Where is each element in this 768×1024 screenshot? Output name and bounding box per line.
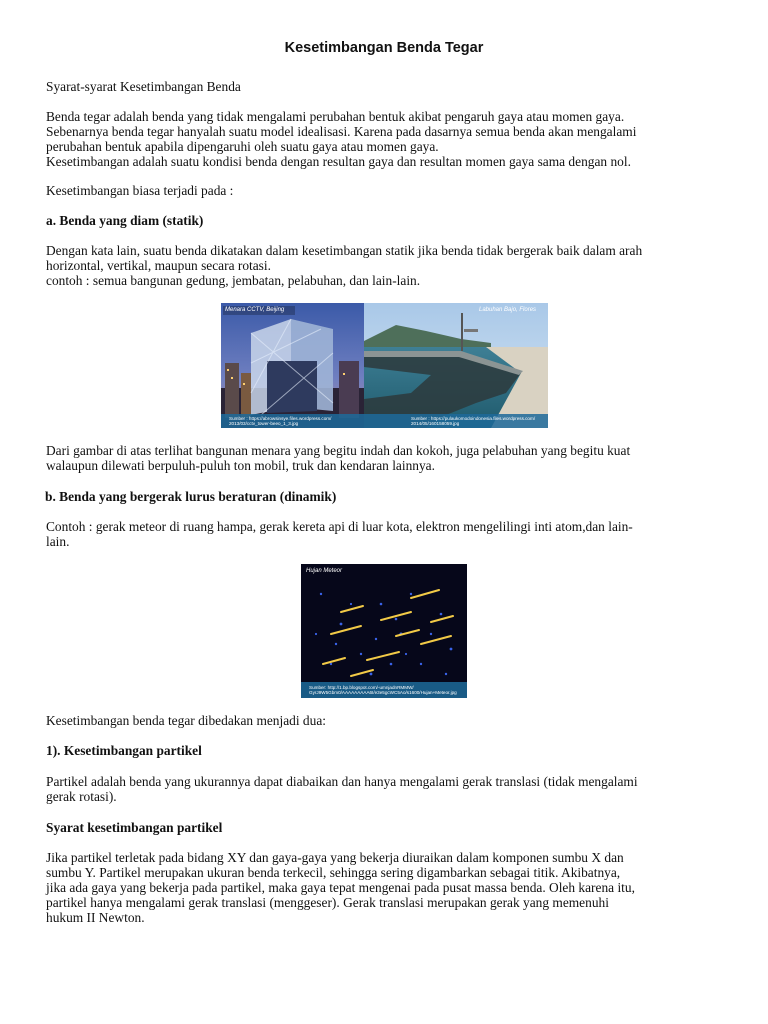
image-source-left: Sumber : https://abrowsinsye.files.wordpress.com/ 2013/03/cctv_tower-beeo_1_3.jpg [229,416,332,426]
condition-line: jika ada gaya yang bekerja pada partikel, maka gaya tepat mengenai pada pusat massa benda. Oleh karena itu, [46,880,635,895]
particle-heading: 1). Kesetimbangan partikel [46,743,202,758]
static-paragraph [46,243,726,288]
page-title: Kesetimbangan Benda Tegar [284,40,484,56]
static-line: horizontal, vertikal, maupun secara rotasi. [46,258,271,273]
condition-line: Jika partikel terletak pada bidang XY dan gaya-gaya yang bekerja diuraikan dalam komponen sumbu X dan [46,850,624,865]
after-image-line: Dari gambar di atas terlihat bangunan menara yang begitu indah dan kokoh, juga pelabuhan yang begitu kuat [46,443,631,458]
condition-line: partikel hanya mengalami gerak translasi (menggeser). Gerak translasi merupakan gerak yang memenuhi [46,895,609,910]
condition-heading: Syarat kesetimbangan partikel [46,820,223,835]
condition-line: hukum II Newton. [46,910,145,925]
intro-line: perubahan bentuk apabila dipengaruhi oleh suatu gaya atau momen gaya. [46,139,439,154]
static-line: contoh : semua bangunan gedung, jembatan, pelabuhan, dan lain-lain. [46,273,421,288]
meteor-source: Sumber: http://1.bp.blogspot.com/-umnjadnRMMW/ GyrJ9W5Gbm0/AAAAAAAAA6I/e3e5gcWC5Ao/s1600/Hujan+Meteor.jpg [309,685,457,695]
image-source-right: Sumber : https://pulaukomodoindonesia.files.wordpress.com/ 2014/05/160158059.jpg [411,416,536,426]
meteor-caption: Hujan Meteor [306,568,343,574]
image-caption-right: Labuhan Bajo, Flores [479,307,537,313]
particle-paragraph [46,774,726,804]
dynamic-line: lain. [46,534,70,549]
condition-line: sumbu Y. Partikel merupakan ukuran benda terkecil, sehingga sering digambarkan sebagai titik. Akibatnya, [46,865,621,880]
intro-line: Benda tegar adalah benda yang tidak mengalami perubahan bentuk akibat pengaruh gaya atau momen gaya. [46,109,625,124]
image-caption-left: Menara CCTV, Beijing [225,307,285,313]
intro-line: Kesetimbangan adalah suatu kondisi benda dengan resultan gaya dan resultan momen gaya sama dengan nol. [46,154,631,169]
particle-line: gerak rotasi). [46,789,117,804]
dynamic-line: Contoh : gerak meteor di ruang hampa, gerak kereta api di luar kota, elektron mengelilingi inti atom,dan lain- [46,519,633,534]
occurs-text: Kesetimbangan biasa terjadi pada : [46,183,234,198]
static-line: Dengan kata lain, suatu benda dikatakan dalam kesetimbangan statik jika benda tidak bergerak baik dalam arah [46,243,643,258]
intro-paragraph [46,109,726,169]
dynamic-heading: b. Benda yang bergerak lurus beraturan (dinamik) [45,489,337,504]
static-example-photo [221,303,548,428]
after-image-paragraph [46,443,726,473]
static-heading: a. Benda yang diam (statik) [46,213,204,228]
particle-line: Partikel adalah benda yang ukurannya dapat diabaikan dan hanya mengalami gerak translasi (tidak mengalami [46,774,638,789]
meteor-image [301,564,467,698]
types-text: Kesetimbangan benda tegar dibedakan menjadi dua: [46,713,326,728]
meteor-photo [301,564,467,698]
condition-paragraph [46,850,726,925]
after-image-line: walaupun dilewati berpuluh-puluh ton mobil, truk dan kendaran lainnya. [46,458,435,473]
subtitle: Syarat-syarat Kesetimbangan Benda [46,79,241,94]
dynamic-paragraph [46,519,726,549]
static-example-image [221,303,548,428]
intro-line: Sebenarnya benda tegar hanyalah suatu model idealisasi. Karena pada dasarnya semua benda akan mengalami [46,124,637,139]
